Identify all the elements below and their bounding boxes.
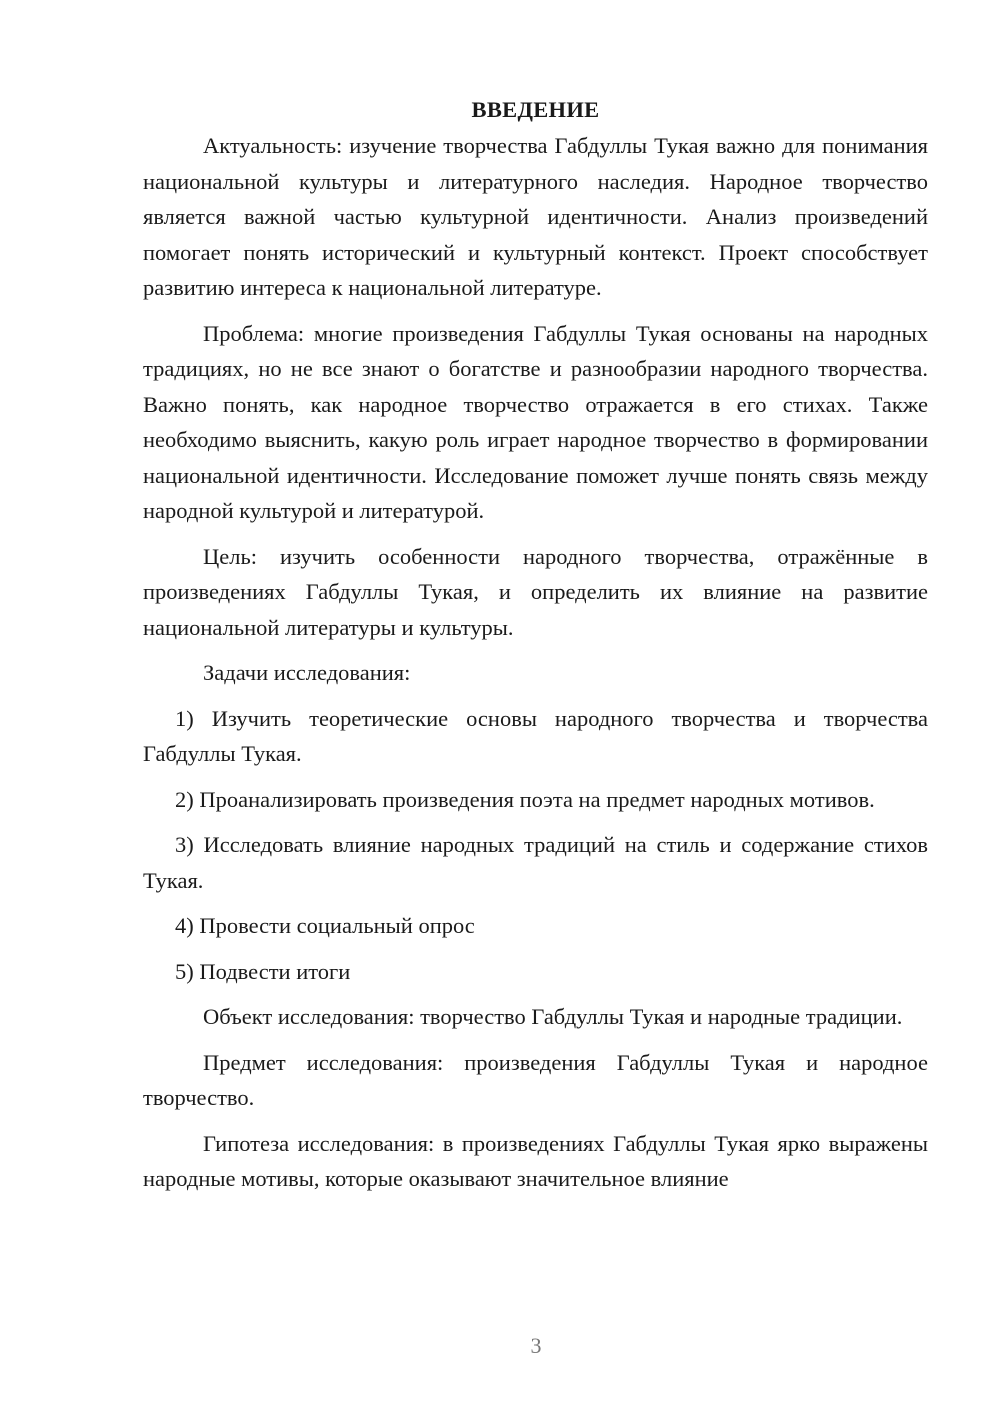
hypothesis-paragraph: Гипотеза исследования: в произведениях Габдуллы Тукая ярко выражены народные мотивы, которые оказывают значительное влияние [143, 1130, 928, 1191]
task-item: 1) Изучить теоретические основы народного творчества и творчества Габдуллы Тукая. [143, 705, 928, 766]
subject-paragraph: Предмет исследования: произведения Габдуллы Тукая и народное творчество. [143, 1049, 928, 1110]
object-paragraph: Объект исследования: творчество Габдуллы Тукая и народные традиции. [203, 1004, 903, 1029]
tasks-heading: Задачи исследования: [203, 660, 411, 685]
goal-paragraph: Цель: изучить особенности народного творчества, отражённые в произведениях Габдуллы Тукая, и определить их влияние на развитие национальной литературы и культуры. [143, 543, 928, 640]
page-number: 3 [530, 1333, 542, 1358]
task-item: 3) Исследовать влияние народных традиций на стиль и содержание стихов Тукая. [143, 832, 928, 893]
task-item: 4) Провести социальный опрос [175, 913, 475, 938]
page-title: ВВЕДЕНИЕ [471, 97, 600, 122]
document-page [143, 92, 928, 1197]
task-item: 2) Проанализировать произведения поэта на предмет народных мотивов. [175, 786, 875, 812]
relevance-paragraph: Актуальность: изучение творчества Габдуллы Тукая важно для понимания национальной культуры и литературного наследия. Народное творчество является важной частью культурной идентичности. Анализ произведений помогает понять исторический и культурный контекст. Проект способствует развитию интереса к национальной литературе. [143, 133, 928, 300]
task-item: 5) Подвести итоги [175, 958, 351, 984]
problem-paragraph: Проблема: многие произведения Габдуллы Тукая основаны на народных традициях, но не все знают о богатстве и разнообразии народного творчества. Важно понять, как народное творчество отражается в его стихах. Также необходимо выяснить, какую роль играет народное творчество в формировании национальной идентичности. Исследование поможет лучше понять связь между народной культурой и литературой. [143, 320, 928, 523]
